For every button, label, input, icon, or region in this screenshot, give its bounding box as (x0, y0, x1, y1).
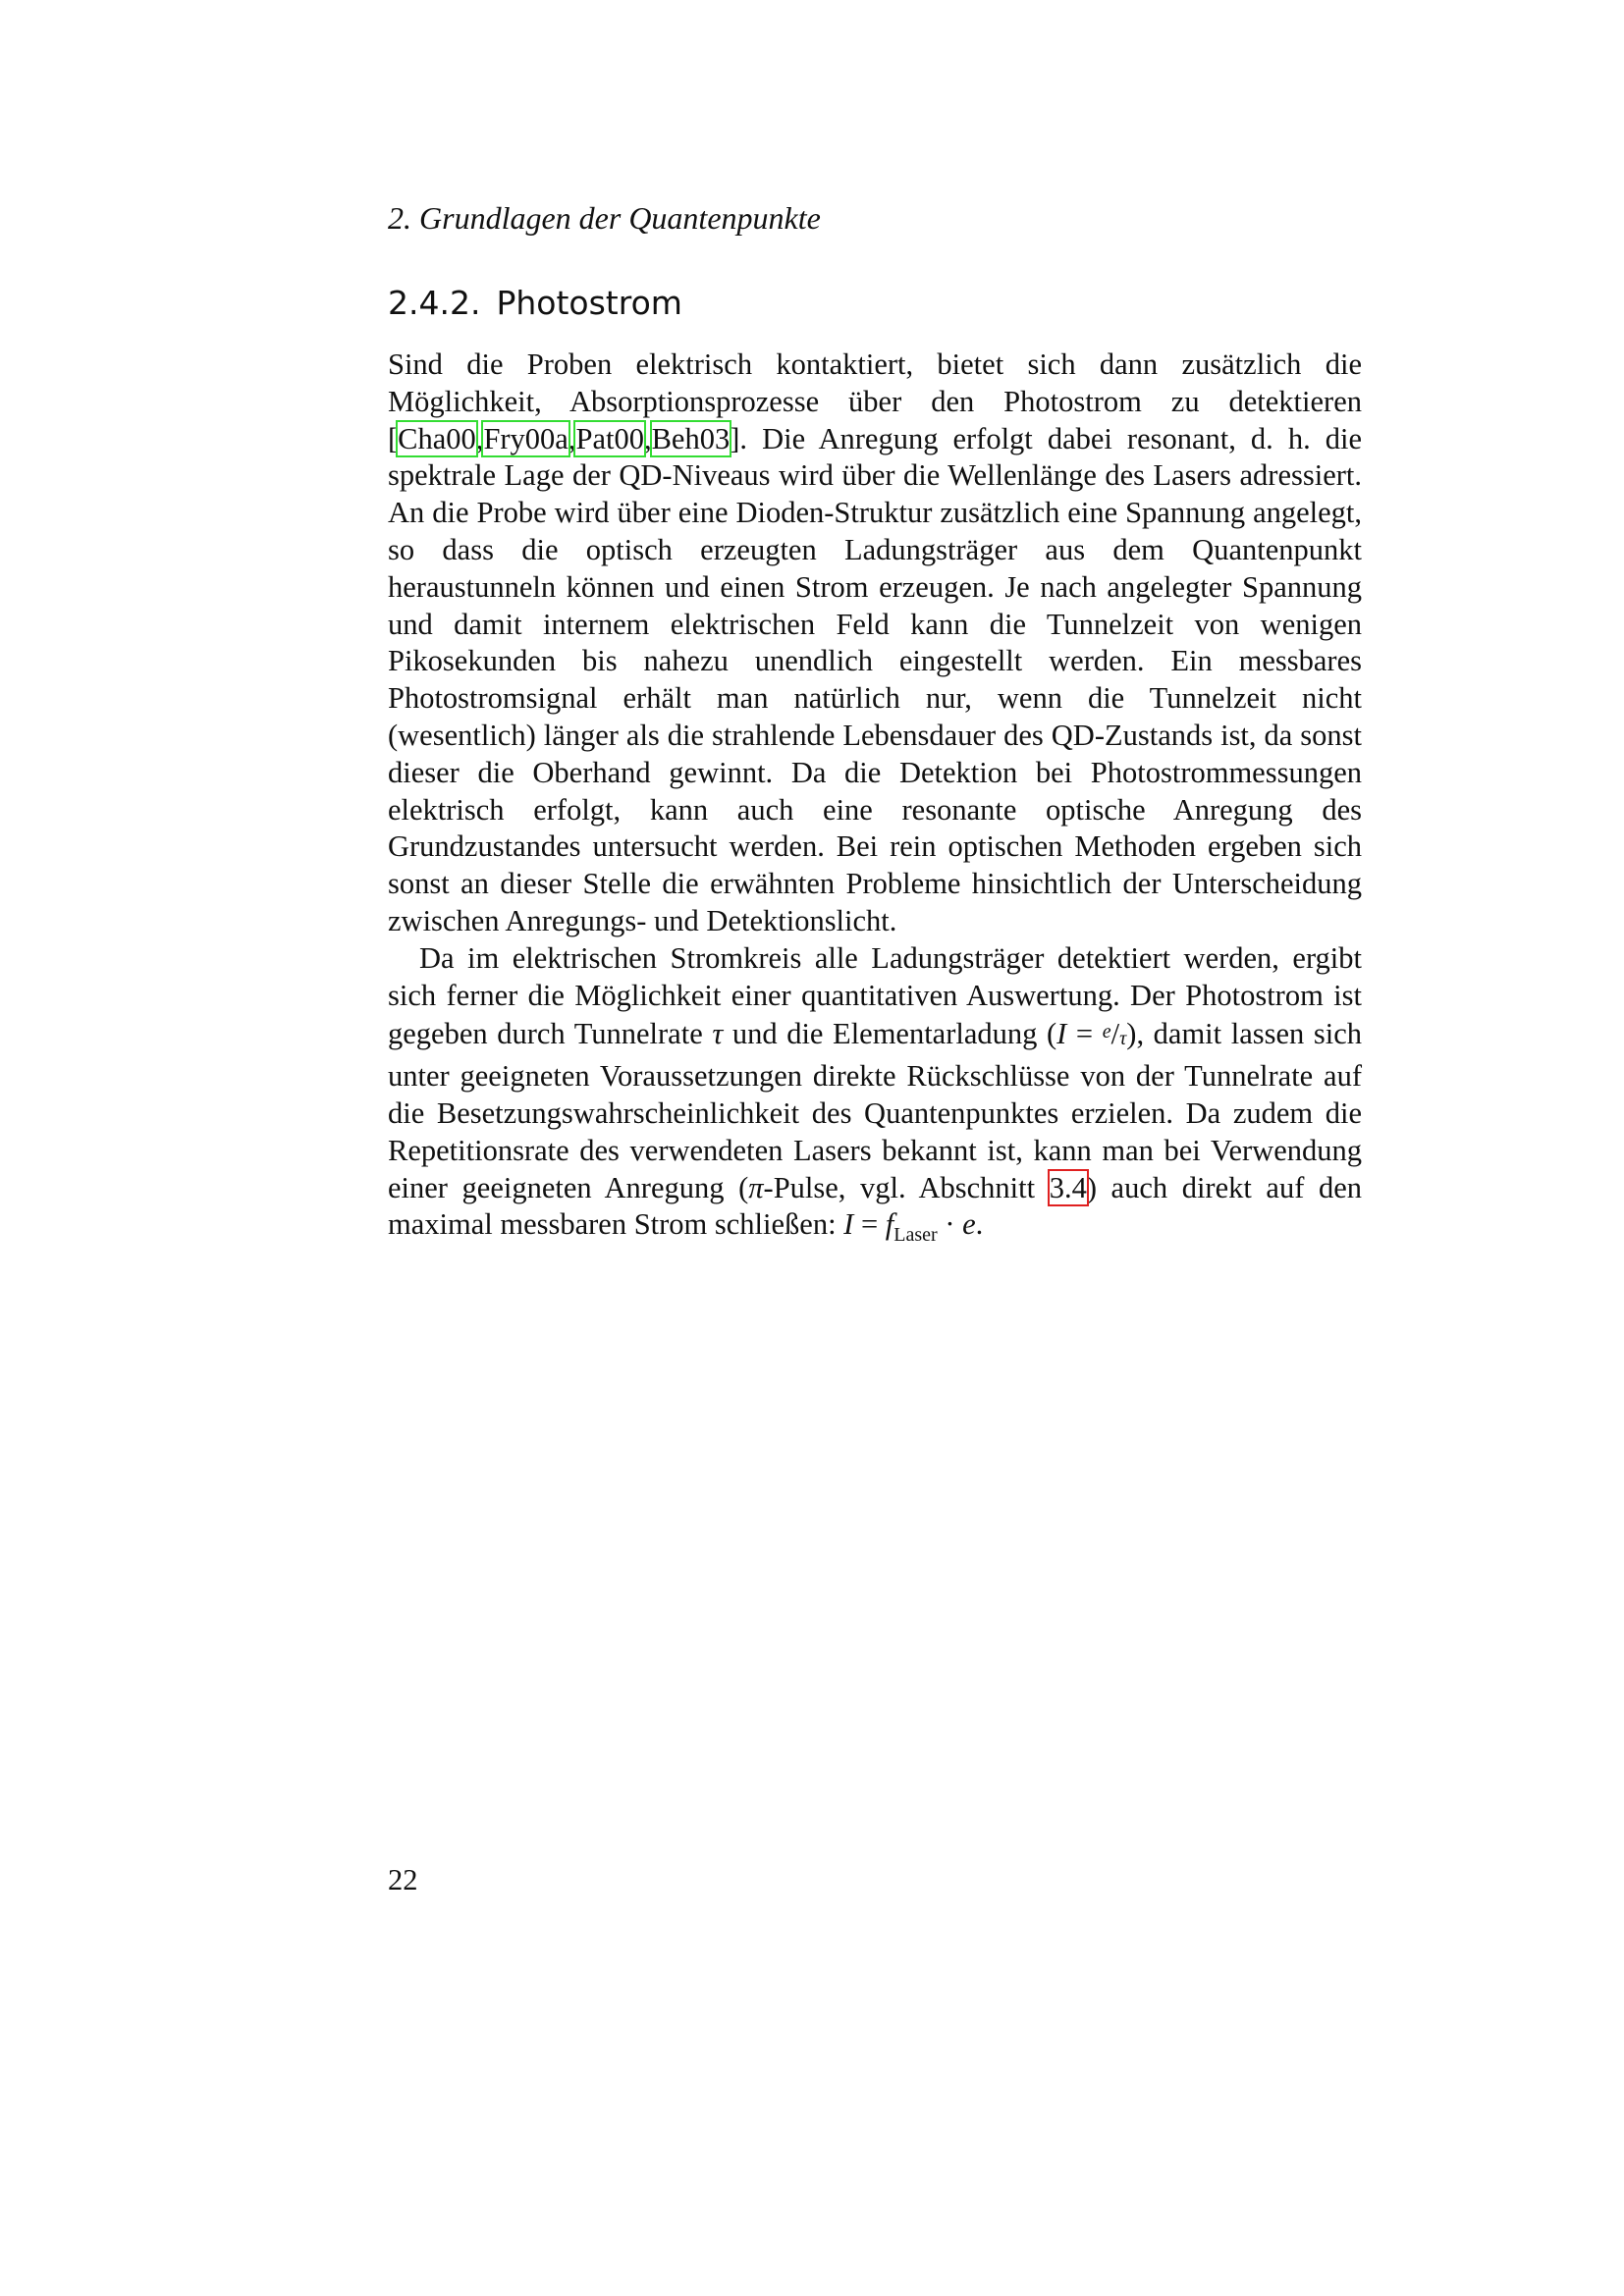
section-heading (388, 284, 682, 322)
formula-equals: = (1066, 1017, 1103, 1051)
paragraph-text: ), damit lassen sich unter geeigneten Voraussetzungen direkte Rückschlüsse von der Tunnelrate auf die Besetzungswahrscheinlichkeit des Quantenpunktes erzielen. Da zudem die Repetitionsrate des verwendeten Lasers bekannt ist, kann man bei Verwendung einer geeigneten Anregung ( (388, 1017, 1362, 1204)
citation-bracket: [ (388, 421, 399, 455)
citation-link-pat00[interactable]: Pat00 (575, 421, 644, 455)
citation-separator: , (643, 421, 652, 455)
formula-charge-numerator: e (1102, 1021, 1111, 1043)
paragraph-text: Sind die Proben elektrisch kontaktiert, bietet sich dann zusätzlich die Möglichkeit, Absorptionsprozesse über den Photostrom zu detektieren (388, 347, 1362, 418)
formula-multiply-dot: · (937, 1207, 963, 1242)
running-head: 2. Grundlagen der Quantenpunkte (388, 200, 821, 236)
citation-link-fry00a[interactable]: Fry00a (483, 421, 568, 455)
formula-tau-denominator: τ (1119, 1028, 1127, 1050)
body-text (388, 347, 1362, 1255)
formula-frequency-symbol: f (885, 1207, 894, 1242)
formula-equals: = (853, 1207, 886, 1242)
section-title: Photostrom (496, 284, 682, 322)
citation-link-beh03[interactable]: Beh03 (651, 421, 731, 455)
formula-current-symbol: I (1056, 1017, 1067, 1051)
pi-symbol: π (748, 1170, 764, 1204)
formula-laser-subscript: Laser (893, 1224, 938, 1247)
formula-current-symbol: I (843, 1207, 854, 1242)
paragraph-quantitative-evaluation (388, 940, 1362, 1255)
paragraph-text: Da im elektrischen Stromkreis alle Ladungsträger detektiert werden, ergibt sich ferner die Möglichkeit einer quantitativen Auswertung. Der Photostrom ist gegeben durch Tunnelrate (388, 940, 1362, 1051)
paragraph-text: . Die Anregung erfolgt dabei resonant, d. h. die spektrale Lage der QD-Niveaus wird über die Wellenlänge des Lasers adressiert. An die Probe wird über eine Dioden-Struktur zusätzlich eine Spannung angelegt, so dass die optisch erzeugten Ladungsträger aus dem Quantenpunkt heraustunneln können und einen Strom erzeugen. Je nach angelegter Spannung und damit internem elektrischen Feld kann die Tunnelzeit von wenigen Pikosekunden bis nahezu unendlich eingestellt werden. Ein messbares Photostromsignal erhält man natürlich nur, wenn die Tunnelzeit nicht (wesentlich) länger als die strahlende Lebensdauer des QD-Zustands ist, da sonst dieser die Oberhand gewinnt. Da die Detektion bei Photostrommessungen elektrisch erfolgt, kann auch eine resonante optische Anregung des Grundzustandes untersucht werden. Bei rein optischen Methoden ergeben sich sonst an dieser Stelle die erwähnten Probleme hinsichtlich der Unterscheidung zwischen Anregungs- und Detektionslicht. (388, 421, 1362, 937)
paragraph-text: -Pulse, vgl. Abschnitt (763, 1170, 1050, 1204)
formula-fraction-slash: / (1110, 1017, 1120, 1051)
paragraph-photocurrent-intro (388, 347, 1362, 940)
citation-separator: , (568, 421, 576, 455)
formula-charge-symbol: e (962, 1207, 976, 1242)
formula-period: . (975, 1207, 984, 1242)
page-number: 22 (388, 1863, 418, 1896)
paragraph-text: ) auch direkt auf den maximal messbaren Strom schließen: (388, 1170, 1362, 1242)
tau-symbol: τ (712, 1017, 724, 1051)
paragraph-text: und die Elementarladung ( (723, 1017, 1057, 1051)
section-number: 2.4.2. (388, 284, 481, 322)
citation-bracket: ] (730, 421, 740, 455)
section-ref-link[interactable]: 3.4 (1049, 1170, 1087, 1204)
citation-separator: , (475, 421, 484, 455)
citation-link-cha00[interactable]: Cha00 (398, 421, 476, 455)
